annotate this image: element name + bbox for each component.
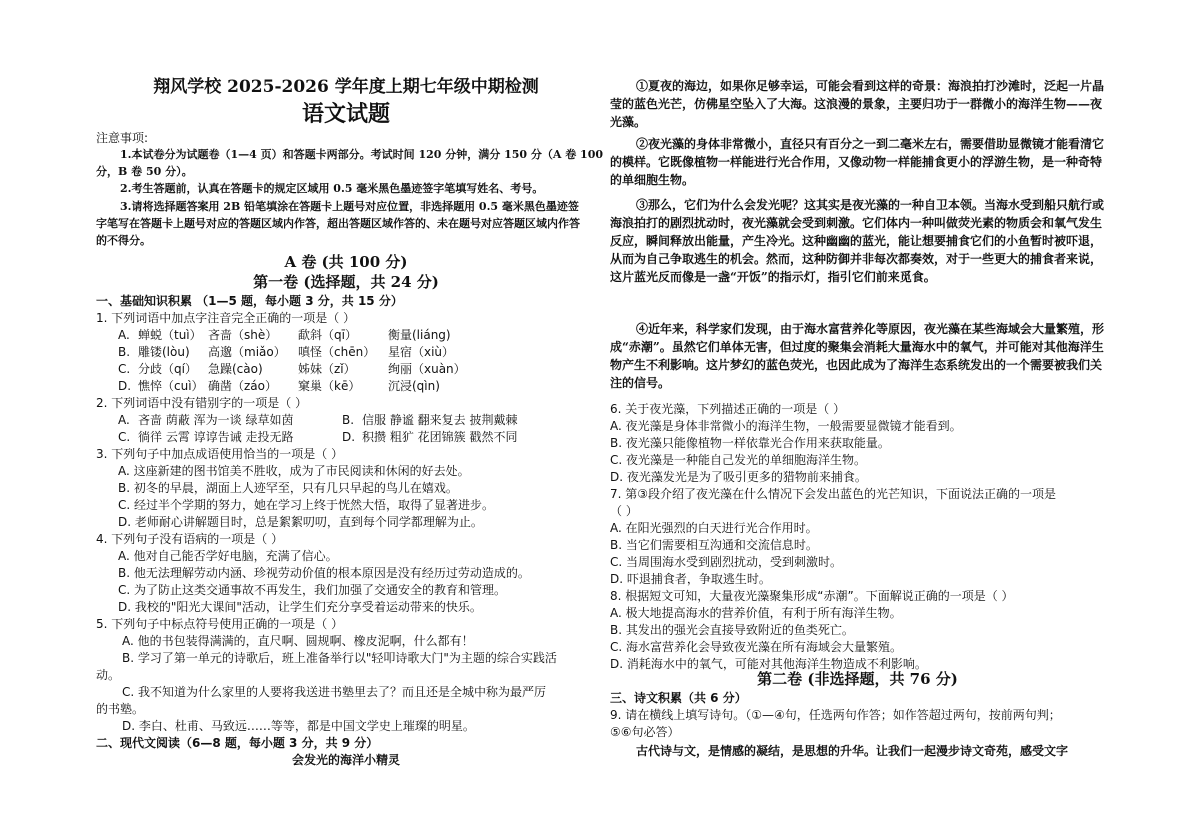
q8-option-d: D. 消耗海水中的氧气，可能对其他海洋生物造成不利影响。	[610, 657, 927, 671]
q1-b-4: 星宿（xiù）	[388, 345, 455, 359]
q2-b-text: 信服 静谧 翻来复去 披荆戴棘	[362, 413, 518, 427]
q9-instruction-line2: ⑤⑥句必答）	[610, 725, 680, 739]
q3-option-a: A. 这座新建的图书馆美不胜收，成为了市民阅读和休闲的好去处。	[118, 464, 470, 478]
q1-d-3: 窠巢（kē）	[298, 379, 361, 393]
q1-a-label: A.	[118, 328, 130, 342]
q7-answer-paren: （ ）	[610, 504, 638, 518]
q3-option-b: B. 初冬的早晨，湖面上人迹罕至，只有几只早起的鸟儿在嬉戏。	[118, 481, 458, 495]
q2-d-text: 积攒 粗犷 花团锦簇 戳然不同	[362, 430, 518, 444]
q6-option-b: B. 夜光藻只能像植物一样依靠光合作用来获取能量。	[610, 436, 890, 450]
section3-heading: 三、诗文积累（共 6 分）	[610, 691, 747, 705]
q3-stem: 3. 下列句子中加点成语使用恰当的一项是（ ）	[96, 447, 344, 461]
note-3a: 3.请将选择题答案用 2B 铅笔填涂在答题卡上题号对应位置，非选择题用 0.5 毫米黑色墨迹签	[120, 200, 579, 213]
q1-b-3: 嗔怪（chēn）	[298, 345, 376, 359]
q1-b-1: 雕镂(lòu)	[138, 345, 190, 359]
section2-heading: 二、现代文阅读（6—8 题，每小题 3 分，共 9 分）	[96, 736, 379, 750]
q4-option-d: D. 我校的"阳光大课间"活动，让学生们充分享受着运动带来的快乐。	[118, 600, 482, 614]
q4-stem: 4. 下列句子没有语病的一项是（ ）	[96, 532, 284, 546]
q8-option-c: C. 海水富营养化会导致夜光藻在所有海域会大量繁殖。	[610, 640, 903, 654]
note-2: 2.考生答题前，认真在答题卡的规定区域用 0.5 毫米黑色墨迹签字笔填写姓名、考号。	[120, 182, 544, 195]
q1-b-2: 高邈（miǎo）	[208, 345, 286, 359]
q1-stem: 1. 下列词语中加点字注音完全正确的一项是（ ）	[96, 311, 356, 325]
q1-d-1: 憔悴（cuì）	[138, 379, 204, 393]
notes-heading: 注意事项:	[96, 131, 149, 145]
q8-option-a: A. 极大地提高海水的营养价值，有利于所有海洋生物。	[610, 606, 902, 620]
q3-option-d: D. 老师耐心讲解题目时，总是絮絮叨叨，直到每个同学都理解为止。	[118, 515, 483, 529]
q6-option-a: A. 夜光藻是身体非常微小的海洋生物，一般需要显微镜才能看到。	[610, 419, 962, 433]
section1-heading: 一、基础知识积累 （1—5 题，每小题 3 分，共 15 分）	[96, 294, 403, 308]
q5-option-c-line2: 的书塾。	[96, 702, 145, 716]
note-1a: 1.本试卷分为试题卷（1—4 页）和答题卡两部分。考试时间 120 分钟，满分 150 分（A 卷 100	[120, 148, 604, 161]
q7-option-c: C. 当周围海水受到剧烈扰动，受到刺激时。	[610, 555, 843, 569]
subject-title: 语文试题	[301, 101, 390, 127]
q1-c-4: 绚丽（xuàn）	[388, 362, 466, 376]
q1-d-2: 确凿（záo）	[208, 379, 277, 393]
q4-option-c: C. 为了防止这类交通事故不再发生，我们加强了交通安全的教育和管理。	[118, 583, 507, 597]
q1-d-label: D.	[118, 379, 132, 393]
q9-instruction-line1: 9. 请在横线上填写诗句。（①—④句，任选两句作答；如作答超过两句，按前两句判；	[610, 708, 1061, 722]
q9-intro-text: 古代诗与文，是情感的凝结，是思想的升华。让我们一起漫步诗文奇苑，感受文字	[636, 744, 1069, 758]
school-title: 翔风学校 2025-2026 学年度上期七年级中期检测	[153, 77, 539, 97]
q2-b-label: B.	[342, 413, 355, 427]
volume-a-heading: A 卷 (共 100 分)	[284, 253, 408, 271]
q2-c-label: C.	[118, 430, 131, 444]
q6-option-c: C. 夜光藻是一种能自己发光的单细胞海洋生物。	[610, 453, 867, 467]
q7-stem: 7. 第③段介绍了夜光藻在什么情况下会发出蓝色的光芒知识，下面说法正确的一项是	[610, 487, 1057, 501]
q7-option-a: A. 在阳光强烈的白天进行光合作用时。	[610, 521, 818, 535]
q1-b-label: B.	[118, 345, 131, 359]
part1-heading: 第一卷 (选择题，共 24 分)	[253, 273, 439, 291]
note-3b: 字笔写在答题卡上题号对应的答题区域内作答，超出答题区域作答的、未在题号对应答题区域内作答	[96, 217, 580, 230]
q5-option-c-line1: C. 我不知道为什么家里的人要将我送进书塾里去了？而且还是全城中称为最严厉	[122, 685, 547, 699]
q1-a-3: 歃斜（qī）	[298, 328, 357, 342]
passage-paragraph-2: ②夜光藻的身体非常微小，直径只有百分之一到二毫米左右，需要借助显微镜才能看清它的模样。它既像植物一样能进行光合作用，又像动物一样能捕食更小的浮游生物，是一种奇特的单细胞生物。	[610, 137, 1105, 187]
q2-d-label: D.	[342, 430, 356, 444]
q1-a-1: 蝉蜕（tuì）	[138, 328, 202, 342]
q2-stem: 2. 下列词语中没有错别字的一项是（ ）	[96, 396, 308, 410]
q5-option-b-line2: 动。	[96, 668, 121, 682]
article-title: 会发光的海洋小精灵	[291, 753, 400, 767]
q7-option-b: B. 当它们需要相互沟通和交流信息时。	[610, 538, 818, 552]
q1-a-2: 吝啬（shè）	[208, 328, 278, 342]
passage-paragraph-3: ③那么，它们为什么会发光呢？这其实是夜光藻的一种自卫本领。当海水受到船只航行或海浪拍打的剧烈扰动时，夜光藻就会受到刺激。它们体内一种叫做荧光素的物质会和氧气发生反应，瞬间释放出能量，产生冷光。这种幽幽的蓝光，能让想要捕食它们的小鱼暂时被吓退，从而为自己争取逃生的机会。然而，这种防御并非每次都奏效，对于一些更大的捕食者来说，这片蓝光反而像是一盏“开饭”的指示灯，指引它们前来觅食。	[610, 198, 1105, 284]
passage-paragraph-1: ①夏夜的海边，如果你足够幸运，可能会看到这样的奇景：海浪拍打沙滩时，泛起一片晶莹的蓝色光芒，仿佛星空坠入了大海。这浪漫的景象，主要归功于一群微小的海洋生物——夜光藻。	[610, 79, 1105, 129]
note-3c: 的不得分。	[96, 234, 151, 247]
q2-a-label: A.	[118, 413, 130, 427]
q2-a-text: 吝啬 荫蔽 浑为一谈 绿草如茵	[138, 413, 294, 427]
q3-option-c: C. 经过半个学期的努力，她在学习上终于恍然大悟，取得了显著进步。	[118, 498, 495, 512]
q4-option-a: A. 他对自己能否学好电脑，充满了信心。	[118, 549, 338, 563]
q6-option-d: D. 夜光藻发光是为了吸引更多的猎物前来捕食。	[610, 470, 867, 484]
q1-c-2: 急躁(cào)	[208, 362, 263, 376]
q1-d-4: 沉浸(qìn)	[388, 379, 440, 393]
part2-heading: 第二卷 (非选择题，共 76 分)	[757, 670, 958, 688]
q7-option-d: D. 吓退捕食者，争取逃生时。	[610, 572, 771, 586]
q1-c-label: C.	[118, 362, 131, 376]
q5-option-b-line1: B. 学习了第一单元的诗歌后，班上准备举行以"轻叩诗歌大门"为主题的综合实践活	[122, 651, 557, 665]
q8-stem: 8. 根据短文可知，大量夜光藻聚集形成“赤潮”。下面解说正确的一项是（ ）	[610, 589, 1014, 603]
q5-option-a: A. 他的书包装得满满的，直尺啊、圆规啊、橡皮泥啊，什么都有！	[122, 634, 474, 648]
q6-stem: 6. 关于夜光藻，下列描述正确的一项是（ ）	[610, 402, 846, 416]
q5-option-d: D. 李白、杜甫、马致远……等等，都是中国文学史上璀璨的明星。	[122, 719, 475, 733]
q4-option-b: B. 他无法理解劳动内涵、珍视劳动价值的根本原因是没有经历过劳动造成的。	[118, 566, 530, 580]
q2-c-text: 徜徉 云霄 谆谆告诫 走投无路	[138, 430, 294, 444]
passage-paragraph-4: ④近年来，科学家们发现，由于海水富营养化等原因，夜光藻在某些海域会大量繁殖，形成“赤潮”。虽然它们单体无害，但过度的聚集会消耗大量海水中的氧气，并可能对其他海洋生物产生不利影响。这片梦幻的蓝色荧光，也因此成为了海洋生态系统发出的一个需要被我们关注的信号。	[610, 322, 1105, 390]
q1-a-4: 衡量(liáng)	[388, 328, 451, 342]
q5-stem: 5. 下列句子中标点符号使用正确的一项是（ ）	[96, 617, 344, 631]
q8-option-b: B. 其发出的强光会直接导致附近的鱼类死亡。	[610, 623, 854, 637]
q1-c-3: 姊妹（zǐ）	[298, 362, 356, 376]
note-1b: 分，B 卷 50 分）。	[96, 165, 193, 178]
q1-c-1: 分歧（qí）	[138, 362, 197, 376]
